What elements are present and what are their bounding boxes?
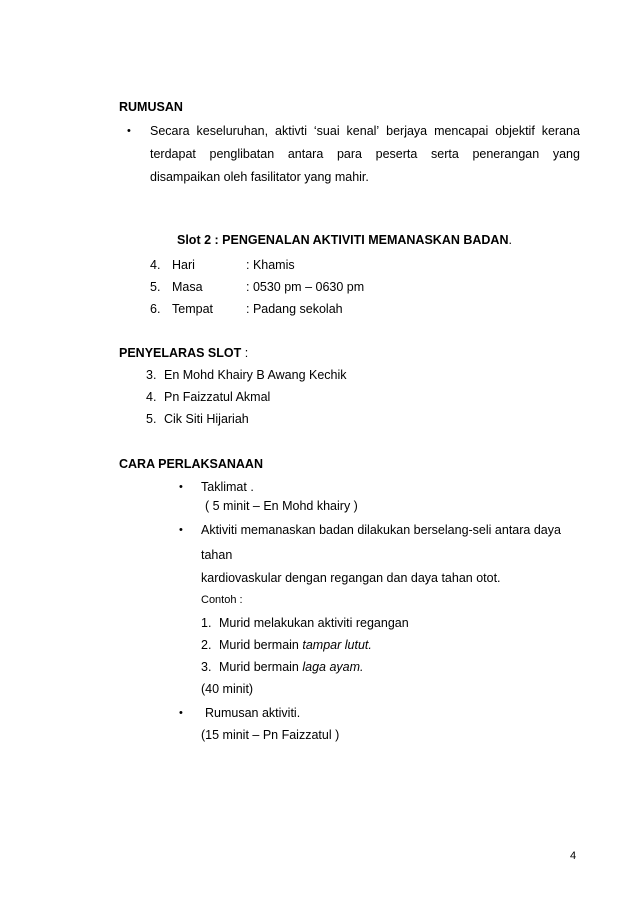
rumusan-bullet: • <box>127 125 131 137</box>
rumusan-line-1: Secara keseluruhan, aktivti ‘suai kenal’ berjaya mencapai objektif kerana <box>150 124 580 138</box>
penyelaras-heading: PENYELARAS SLOT : <box>119 346 249 360</box>
example-item: 2. Murid bermain tampar lutut. <box>201 638 372 652</box>
penyelaras-item: 5. Cik Siti Hijariah <box>146 412 249 426</box>
rumusan-time: (15 minit – Pn Faizzatul ) <box>201 728 340 742</box>
taklimat-text: Taklimat . <box>201 480 254 494</box>
cara-heading: CARA PERLAKSANAAN <box>119 457 263 471</box>
rumusan-aktiviti: Rumusan aktiviti. <box>205 706 301 720</box>
slot-detail-hari: 4. Hari : Khamis <box>150 258 295 272</box>
slot-title: Slot 2 : PENGENALAN AKTIVITI MEMANASKAN BADAN. <box>177 233 512 247</box>
page-number: 4 <box>570 850 577 862</box>
penyelaras-item: 4. Pn Faizzatul Akmal <box>146 390 271 404</box>
aktiviti-line-3: kardiovaskular dengan regangan dan daya tahan otot. <box>201 571 501 585</box>
taklimat-time: ( 5 minit – En Mohd khairy ) <box>205 499 358 513</box>
aktiviti-line-1: Aktiviti memanaskan badan dilakukan berselang-seli antara daya <box>201 523 561 537</box>
rumusan-heading: RUMUSAN <box>119 100 183 114</box>
example-item: 1. Murid melakukan aktiviti regangan <box>201 616 409 630</box>
duration-text: (40 minit) <box>201 682 254 696</box>
cara-bullet: • <box>179 524 183 536</box>
cara-bullet: • <box>179 481 183 493</box>
rumusan-line-2: terdapat penglibatan antara para peserta serta penerangan yang <box>150 147 580 161</box>
slot-detail-masa: 5. Masa : 0530 pm – 0630 pm <box>150 280 365 294</box>
cara-bullet: • <box>179 707 183 719</box>
contoh-label: Contoh : <box>201 594 243 606</box>
example-item: 3. Murid bermain laga ayam. <box>201 660 364 674</box>
aktiviti-line-2: tahan <box>201 548 233 562</box>
penyelaras-item: 3. En Mohd Khairy B Awang Kechik <box>146 368 347 382</box>
slot-detail-tempat: 6. Tempat : Padang sekolah <box>150 302 343 316</box>
rumusan-line-3: disampaikan oleh fasilitator yang mahir. <box>150 170 369 184</box>
